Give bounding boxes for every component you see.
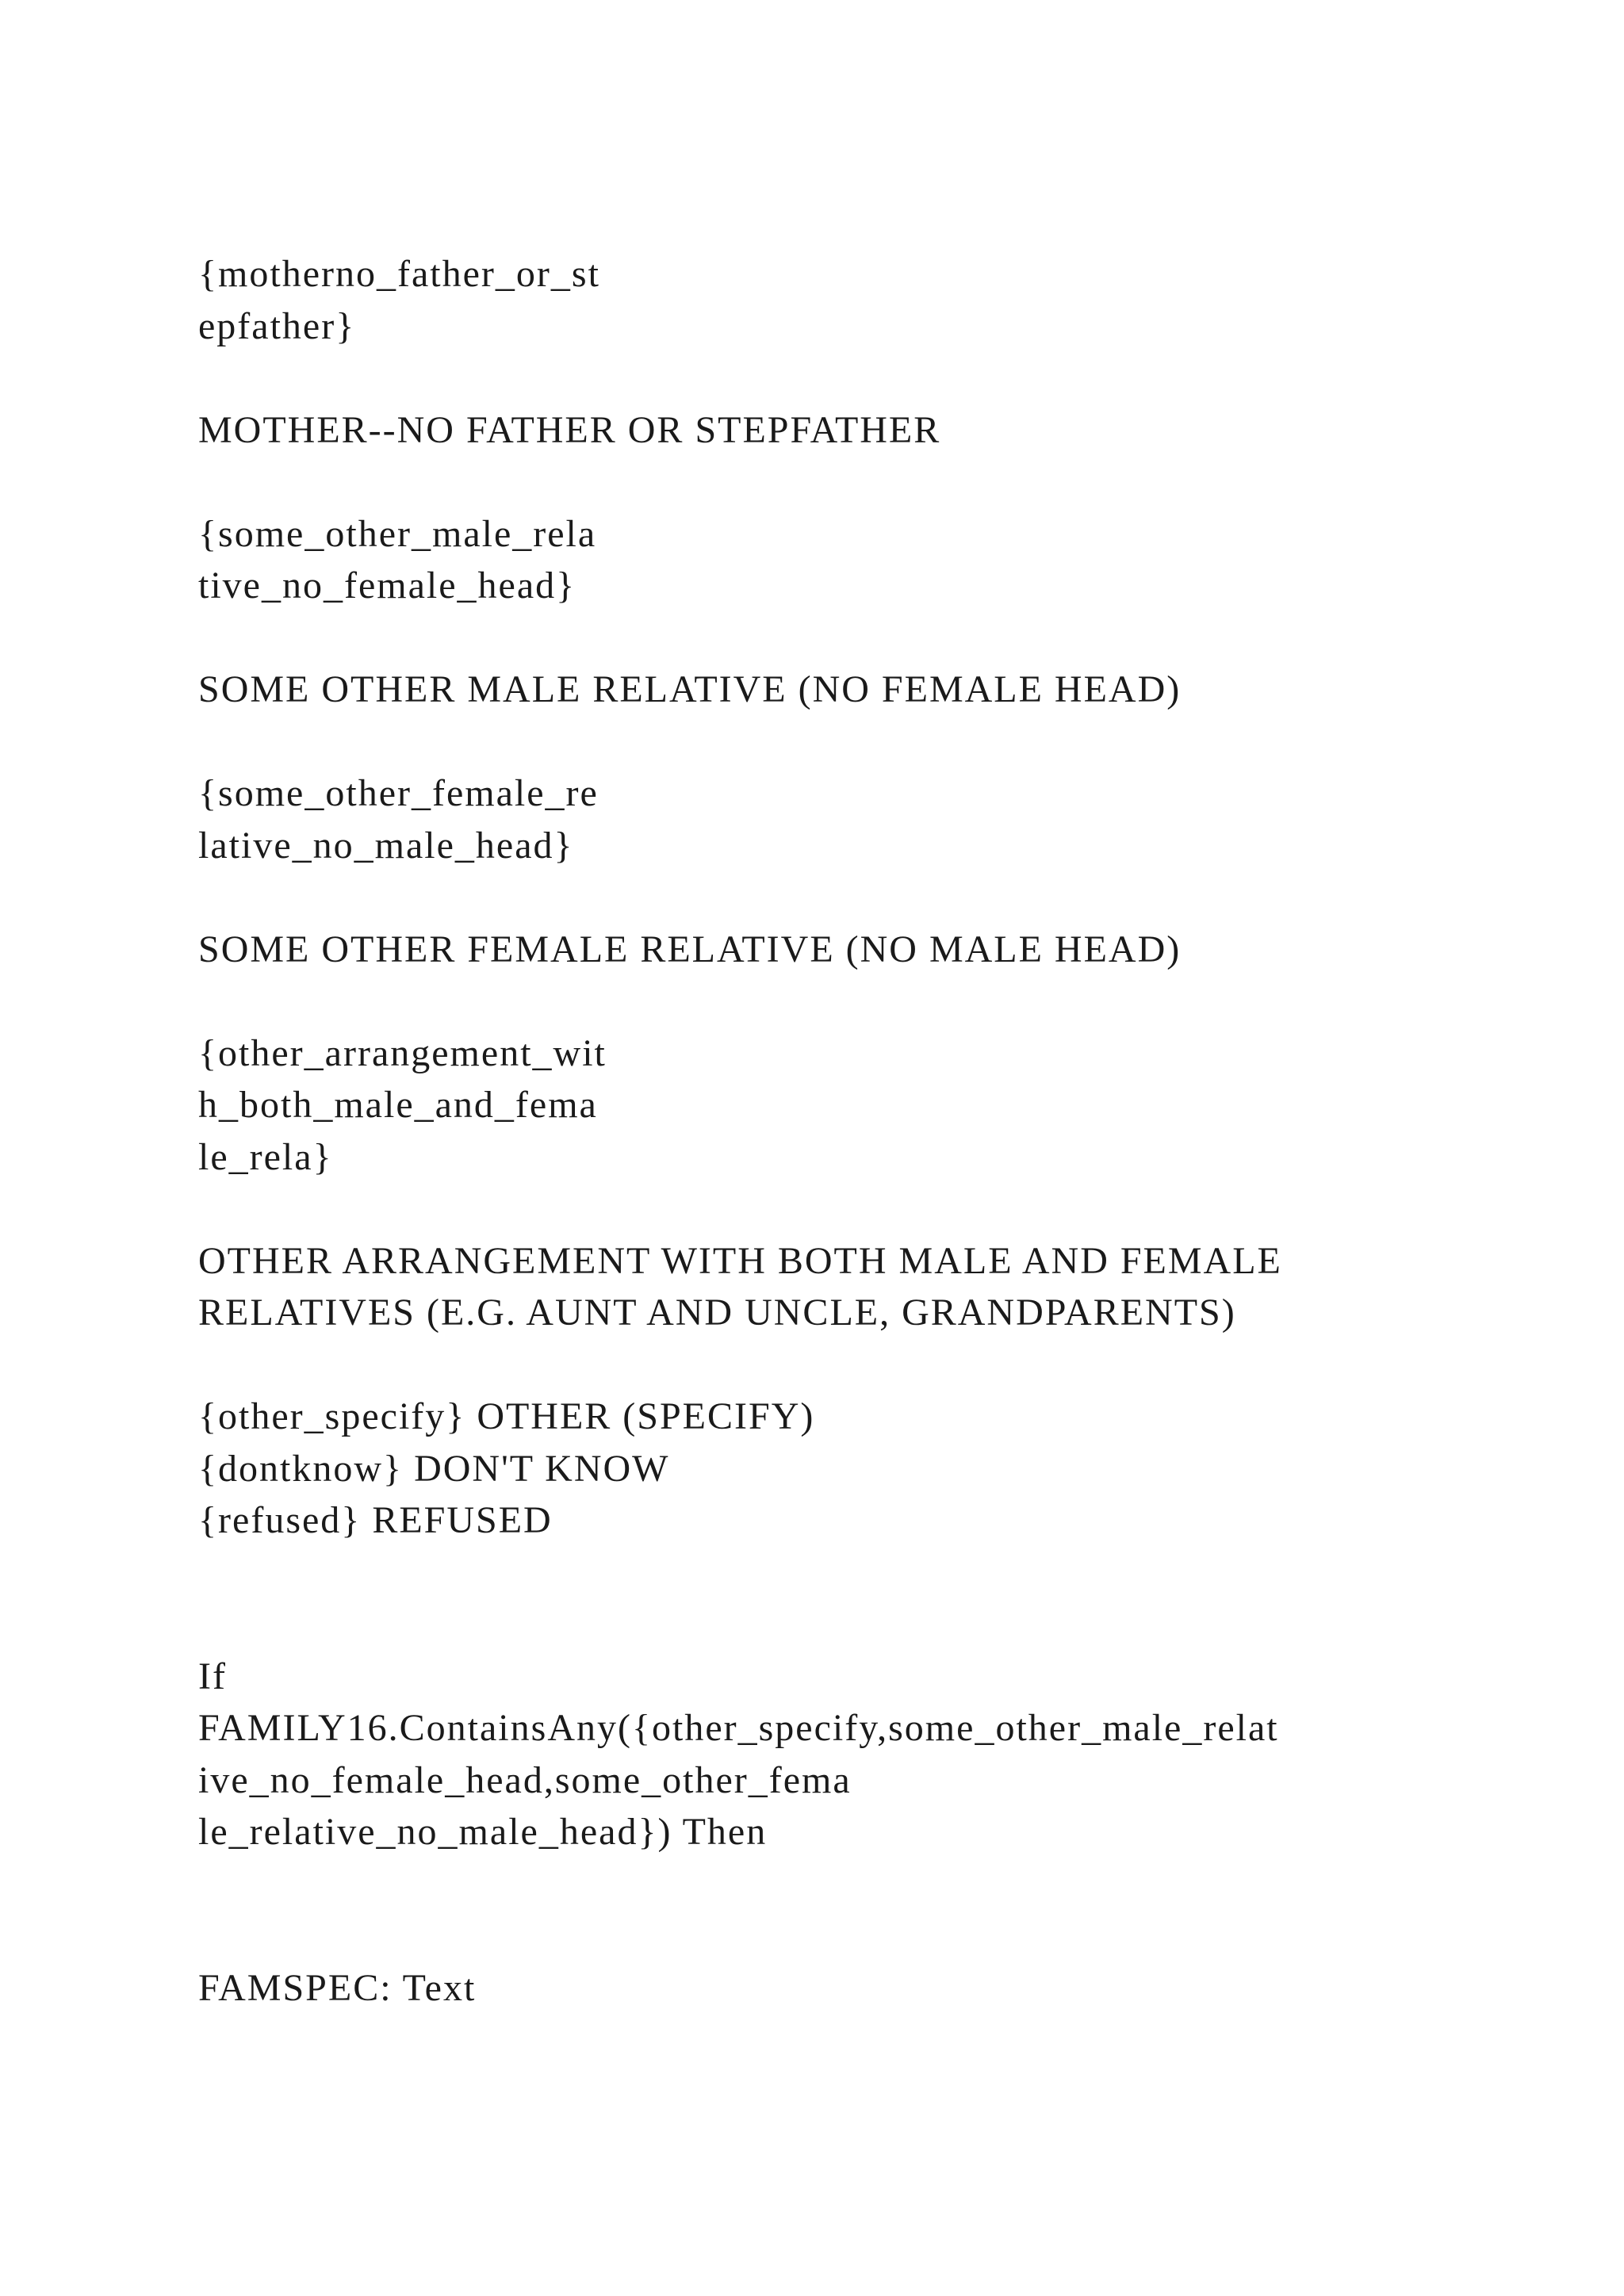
option-line: {dontknow} DON'T KNOW: [198, 1447, 670, 1490]
blank-line: [198, 1858, 1507, 1911]
code-line: lative_no_male_head}: [198, 824, 574, 867]
blank-line: [198, 352, 1507, 404]
option-label: MOTHER--NO FATHER OR STEPFATHER: [198, 408, 941, 451]
logic-line: le_relative_no_male_head}) Then: [198, 1811, 768, 1853]
code-line: epfather}: [198, 304, 356, 347]
code-line: {some_other_female_re: [198, 772, 599, 814]
option-line: {refused} REFUSED: [198, 1499, 553, 1541]
option-line: {other_specify} OTHER (SPECIFY): [198, 1395, 815, 1437]
blank-line: [198, 1910, 1507, 1962]
code-line: tive_no_female_head}: [198, 564, 576, 607]
field-definition: FAMSPEC: Text: [198, 1966, 477, 2009]
code-line: {other_arrangement_wit: [198, 1031, 607, 1074]
document-body: [198, 248, 1507, 2014]
option-label: OTHER ARRANGEMENT WITH BOTH MALE AND FEMALE: [198, 1239, 1282, 1282]
code-line: {some_other_male_rela: [198, 512, 597, 555]
blank-line: [198, 1339, 1507, 1391]
code-line: h_both_male_and_fema: [198, 1084, 598, 1126]
blank-line: [198, 871, 1507, 924]
logic-line: FAMILY16.ContainsAny({other_specify,some_other_male_relat: [198, 1707, 1279, 1749]
logic-line: If: [198, 1655, 227, 1697]
option-label: RELATIVES (E.G. AUNT AND UNCLE, GRANDPARENTS): [198, 1292, 1236, 1334]
code-line: le_rela}: [198, 1135, 333, 1178]
blank-line: [198, 1183, 1507, 1235]
blank-line: [198, 975, 1507, 1027]
blank-line: [198, 456, 1507, 508]
blank-line: [198, 1547, 1507, 1599]
blank-line: [198, 1598, 1507, 1651]
blank-line: [198, 716, 1507, 768]
blank-line: [198, 612, 1507, 664]
option-label: SOME OTHER FEMALE RELATIVE (NO MALE HEAD): [198, 928, 1182, 970]
code-line: {motherno_father_or_st: [198, 253, 600, 295]
option-label: SOME OTHER MALE RELATIVE (NO FEMALE HEAD): [198, 668, 1182, 710]
logic-line: ive_no_female_head,some_other_fema: [198, 1758, 852, 1801]
